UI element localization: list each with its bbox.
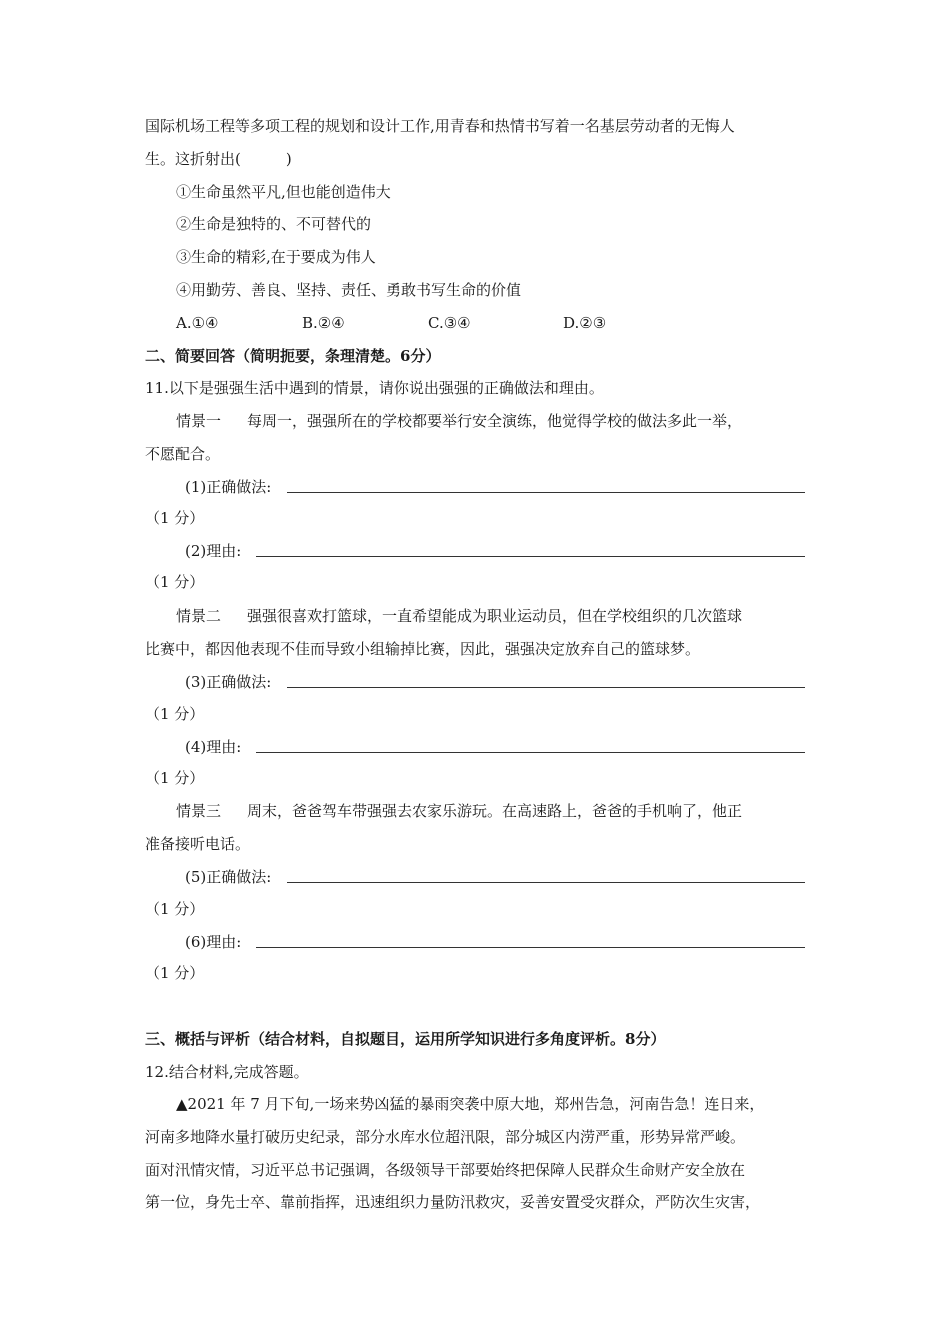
q4-label: (4)理由:: [185, 738, 242, 756]
q6-label: (6)理由:: [185, 933, 242, 951]
q10-item-1: ①生命虽然平凡,但也能创造伟大: [176, 183, 391, 201]
scene1-text: 每周一，强强所在的学校都要举行安全演练，他觉得学校的做法多此一举，: [247, 412, 743, 430]
q12-stem: 12.结合材料,完成答题。: [145, 1063, 309, 1081]
q11-stem: 11.以下是强强生活中遇到的情景，请你说出强强的正确做法和理由。: [145, 379, 604, 397]
q10-option-d: D.②③: [563, 314, 607, 332]
q3-score: （1 分）: [145, 705, 205, 723]
q10-item-2: ②生命是独特的、不可替代的: [176, 215, 372, 233]
q4-answer-line[interactable]: [256, 752, 805, 753]
q1-score: （1 分）: [145, 509, 205, 527]
q10-stem-line1: 国际机场工程等多项工程的规划和设计工作,用青春和热情书写着一名基层劳动者的无悔人: [145, 117, 735, 135]
q5-score: （1 分）: [145, 900, 205, 918]
q2-answer-line[interactable]: [256, 556, 805, 557]
scene3-tag: 情景三: [176, 802, 222, 820]
q2-label: (2)理由:: [185, 542, 242, 560]
q5-label: (5)正确做法:: [185, 868, 272, 886]
scene2-text: 强强很喜欢打篮球，一直希望能成为职业运动员，但在学校组织的几次篮球: [247, 607, 743, 625]
q5-answer-line[interactable]: [287, 882, 805, 883]
scene3-text: 周末，爸爸驾车带强强去农家乐游玩。在高速路上，爸爸的手机响了，他正: [247, 802, 743, 820]
q12-para-line4: 第一位，身先士卒、靠前指挥，迅速组织力量防汛救灾，妥善安置受灾群众，严防次生灾害，: [145, 1193, 761, 1211]
q10-option-a: A.①④: [176, 314, 219, 332]
scene3-line1: [176, 801, 742, 821]
q6-answer-line[interactable]: [256, 947, 805, 948]
scene1-tag: 情景一: [176, 412, 222, 430]
scene2-tag: 情景二: [176, 607, 222, 625]
q10-stem-line2: 生。这折射出( ): [145, 150, 292, 168]
section2-heading: 二、简要回答（简明扼要，条理清楚。6分）: [145, 347, 441, 365]
scene1-line1: [176, 411, 742, 431]
q10-item-4: ④用勤劳、善良、坚持、责任、勇敢书写生命的价值: [176, 281, 522, 299]
scene3-line2: 准备接听电话。: [145, 835, 251, 853]
q3-answer-line[interactable]: [287, 687, 805, 688]
q12-para-line2: 河南多地降水量打破历史纪录，部分水库水位超汛限，部分城区内涝严重，形势异常严峻。: [145, 1128, 746, 1146]
q10-option-b: B.②④: [302, 314, 345, 332]
q6-score: （1 分）: [145, 964, 205, 982]
q3-label: (3)正确做法:: [185, 673, 272, 691]
scene1-line2: 不愿配合。: [145, 445, 221, 463]
scene2-line2: 比赛中，都因他表现不佳而导致小组输掉比赛，因此，强强决定放弃自己的篮球梦。: [145, 640, 701, 658]
q10-option-c: C.③④: [428, 314, 471, 332]
q2-score: （1 分）: [145, 573, 205, 591]
q12-para-line1: ▲2021 年 7 月下旬,一场来势凶猛的暴雨突袭中原大地，郑州告急，河南告急！连日来，: [176, 1095, 765, 1113]
section3-heading: 三、概括与评析（结合材料，自拟题目，运用所学知识进行多角度评析。8分）: [145, 1030, 666, 1048]
q4-score: （1 分）: [145, 769, 205, 787]
q1-answer-line[interactable]: [287, 492, 805, 493]
scene2-line1: [176, 606, 742, 626]
q1-label: (1)正确做法:: [185, 478, 272, 496]
q10-item-3: ③生命的精彩,在于要成为伟人: [176, 248, 376, 266]
q12-para-line3: 面对汛情灾情，习近平总书记强调，各级领导干部要始终把保障人民群众生命财产安全放在: [145, 1161, 746, 1179]
